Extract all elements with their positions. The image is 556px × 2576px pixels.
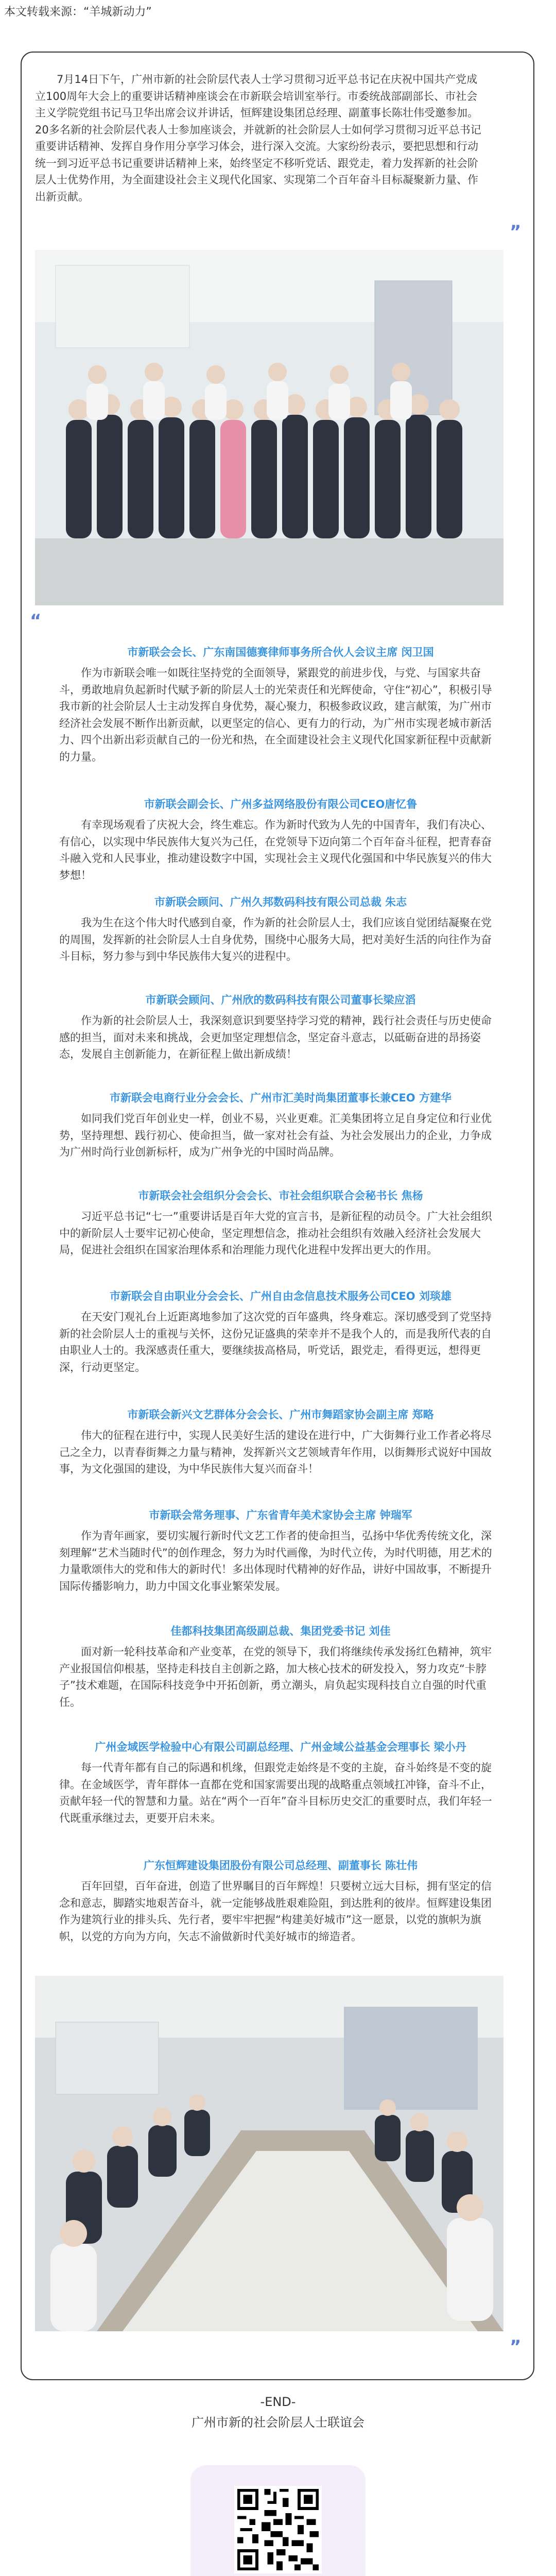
speaker-title: 广东恒辉建设集团股份有限公司总经理、副董事长 陈壮伟 [143,1859,418,1872]
speaker-section-6 [59,1188,502,1259]
speaker-text: 作为新的社会阶层人士，我深刻意识到要坚持学习党的精神，践行社会责任与历史使命感的担当，面对未来和挑战，会更加坚定理想信念，坚定奋斗意志，以砥砺奋进的昂扬姿态，发展自主创新能力，在新征程上做出新成绩！ [59,1014,492,1061]
speaker-title: 市新联会会长、广东南国德赛律师事务所合伙人会议主席 闵卫国 [127,646,434,658]
speaker-section-12 [59,1857,502,1945]
speaker-section-8 [59,1406,502,1478]
speaker-text: 面对新一轮科技革命和产业变革，在党的领导下，我们将继续传承发扬红色精神，筑牢产业报国信仰根基，坚持走科技自主创新之路，加大核心技术的研发投入，努力攻克“卡脖子”技术难题，在国际科技竞争中开拓创新，勇立潮头，肩负起实现科技自立自强的时代重任。 [59,1646,492,1708]
meeting-photo [35,1976,503,2331]
quote-open-icon: “ [30,611,42,631]
end-mark: -END- [260,2395,296,2409]
intro-paragraph: 7月14日下午，广州市新的社会阶层代表人士学习贯彻习近平总书记在庆祝中国共产党成立100周年大会上的重要讲话精神座谈会在市新联会培训室举行。市委统战部副部长、市社会主义学院党组书记马卫华出席会议并讲话，恒辉建设集团总经理、副董事长陈壮伟受邀参加。20多名新的社会阶层代表人士参加座谈会，并就新的社会阶层人士如何学习贯彻习近平总书记重要讲话精神、发挥自身作用分享学习体会，进行深入交流。大家纷纷表示，要把思想和行动统一到习近平总书记重要讲话精神上来，始终坚定不移听党话、跟党走，着力发挥新的社会阶层人士优势作用，为全面建设社会主义现代化国家、实现第二个百年奋斗目标凝聚新力量、作出新贡献。 [35,73,481,203]
speaker-section-10 [59,1623,502,1710]
speaker-title: 市新联会新兴文艺群体分会会长、广州市舞蹈家协会副主席 郑略 [127,1409,434,1421]
quote-close-icon: ” [510,222,522,242]
speaker-text: 百年回望，百年奋进，创造了世界瞩目的百年辉煌！只要树立远大目标，拥有坚定的信念和意志，脚踏实地艰苦奋斗，就一定能够战胜艰难险阻，到达胜利的彼岸。恒辉建设集团作为建筑行业的排头兵、先行者，要牢牢把握“构建美好城市”这一愿景，以党的旗帜为旗帜，以党的方向为方向，矢志不渝做新时代美好城市的缔造者。 [59,1880,492,1943]
speaker-text: 作为青年画家，要切实履行新时代文艺工作者的使命担当，弘扬中华优秀传统文化，深刻理解“艺术当随时代”的创作理念，努力为时代画像，为时代立传，为时代明德，用艺术的力量歌颂伟大的党和伟大的新时代！多出体现时代精神的好作品，讲好中国故事，不断提升国际传播影响力，助力中国文化事业繁荣发展。 [59,1530,492,1592]
source-caption: 本文转载来源：“羊城新动力” [4,6,152,19]
speaker-title: 市新联会副会长、广州多益网络股份有限公司CEO唐忆鲁 [144,798,418,810]
end-organization: 广州市新的社会阶层人士联谊会 [192,2415,364,2430]
speaker-text: 如同我们党百年创业史一样，创业不易，兴业更难。汇美集团将立足自身定位和行业优势，坚持理想、践行初心、使命担当，做一家对社会有益、为社会发展出力的企业，力争成为广州时尚行业创新标杆，成为广州争光的中国时尚品牌。 [59,1112,492,1159]
qr-card [190,2465,366,2576]
qr-code-icon[interactable] [234,2486,322,2573]
speaker-title: 广州金域医学检验中心有限公司副总经理、广州金域公益基金会理事长 梁小丹 [95,1741,466,1753]
group-photo [35,250,503,605]
speaker-title: 市新联会社会组织分会会长、市社会组织联合会秘书长 焦杨 [138,1190,423,1202]
speaker-section-5 [59,1090,502,1161]
speaker-section-1 [59,644,502,765]
speaker-text: 我为生在这个伟大时代感到自豪，作为新的社会阶层人士，我们应该自觉团结凝聚在党的周围，发挥新的社会阶层人士自身优势，围绕中心服务大局，把对美好生活的向往作为奋斗目标，努力参与到中华民族伟大复兴的进程中。 [59,917,492,963]
speaker-title: 市新联会顾问、广州欣的数码科技有限公司董事长梁应滔 [145,994,416,1006]
speaker-text: 每一代青年都有自己的际遇和机缘，但跟党走始终是不变的主旋，奋斗始终是不变的旋律。在金域医学，青年群体一直都在党和国家需要出现的战略重点领域扛冲锋，奋斗不止，贡献年轻一代的智慧和力量。站在“两个一百年”奋斗目标历史交汇的重要时点，我们年轻一代既重承继过去，更要开启未来。 [59,1761,492,1824]
quote-close-icon: ” [510,2336,522,2357]
speaker-text: 伟大的征程在进行中，实现人民美好生活的建设在进行中，广大街舞行业工作者必将尽己之全力，以青春街舞之力量与精神，发挥新兴文艺领域青年作用，以街舞形式说好中国故事，为文化强国的建设，为中华民族伟大复兴而奋斗！ [59,1429,492,1476]
speaker-title: 市新联会自由职业分会会长、广州自由念信息技术服务公司CEO 刘琰雄 [110,1290,451,1302]
speaker-text: 在天安门观礼台上近距离地参加了这次党的百年盛典，终身难忘。深切感受到了党坚持新的社会阶层人士的重视与关怀，这份兄证盛典的荣幸并不是我个人的，而是我所代表的自由职业人士的。我深感责任重大，要继续拔高格局，听党话，跟党走，看得更远，想得更深，行动更坚定。 [59,1311,492,1374]
speaker-section-9 [59,1507,502,1595]
speaker-section-11 [59,1739,502,1826]
speaker-title: 市新联会顾问、广州久邦数码科技有限公司总裁 朱志 [154,896,407,908]
speaker-text: 作为市新联会唯一如既往坚持党的全面领导，紧跟党的前进步伐，与党、与国家共奋斗，勇敢地肩负起新时代赋予新的阶层人士的光荣责任和光辉使命，守住“初心”，积极引导我市新的社会阶层人士主动发挥自身优势，凝心聚力，积极参政议政，建言献策，为广州市经济社会发展不断作出新贡献，以更坚定的信心、更有力的行动，为广州市实现老城市新活力、四个出新出彩贡献自己的一份光和热，在全面建设社会主义现代化国家新征程中贡献新的力量。 [59,667,492,763]
speaker-title: 市新联会电商行业分会会长、广州市汇美时尚集团董事长兼CEO 方建华 [110,1092,451,1104]
speaker-section-7 [59,1288,502,1376]
speaker-title: 市新联会常务理事、广东省青年美术家协会主席 钟瑞军 [149,1509,412,1521]
speaker-section-4 [59,992,502,1063]
speaker-text: 有幸现场观看了庆祝大会，终生难忘。作为新时代致为人先的中国青年，我们有决心、有信心，以实现中华民族伟大复兴为己任，在党领导下迈向第二个百年奋斗征程，把青春奋斗融入党和人民事业，推动建设数字中国，实现社会主义现代化强国和中华民族复兴的伟大梦想！ [59,819,492,882]
speaker-title: 佳都科技集团高级副总裁、集团党委书记 刘佳 [170,1625,391,1637]
speaker-section-2 [59,796,502,884]
speaker-text: 习近平总书记“七一”重要讲话是百年大党的宣言书，是新征程的动员令。广大社会组织中的新阶层人士要牢记初心使命，坚定理想信念，推动社会组织有效融入经济社会发展大局，促进社会组织在国家治理体系和治理能力现代化进程中发挥出更大的作用。 [59,1210,492,1257]
speaker-section-3 [59,894,502,965]
